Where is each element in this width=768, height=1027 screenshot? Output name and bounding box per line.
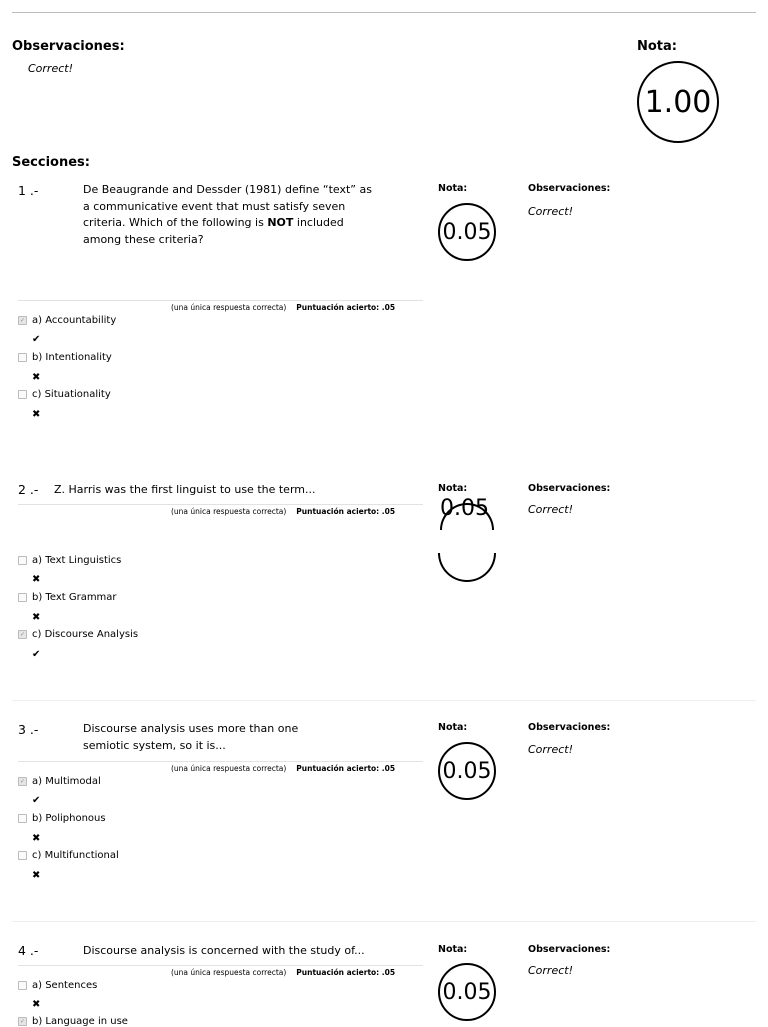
correct-check-icon: ✔ <box>32 334 41 345</box>
question-observaciones-label: Observaciones: <box>528 483 611 494</box>
answer-option[interactable]: a) Text Linguistics <box>18 555 121 566</box>
score-circle-bottom-arc <box>438 553 496 582</box>
answer-checkbox[interactable]: ✓ <box>19 778 26 785</box>
question-observaciones-text: Correct! <box>528 503 573 516</box>
question-number: 3 .- <box>18 722 39 737</box>
answer-meta: (una única respuesta correcta) Puntuación acierto: .05 <box>171 968 396 977</box>
answer-option[interactable]: c) Situationality <box>18 389 111 400</box>
wrong-cross-icon: ✖ <box>32 870 41 881</box>
question-score-value: 0.05 <box>442 219 492 245</box>
answer-checkbox[interactable] <box>18 593 27 602</box>
question-score-circle <box>438 963 496 1021</box>
answer-option[interactable]: ✓ a) Accountability <box>19 315 117 326</box>
answer-checkbox[interactable]: ✓ <box>19 1018 26 1025</box>
answer-checkbox[interactable] <box>18 353 27 362</box>
nota-heading: Nota: <box>637 39 677 54</box>
secciones-heading: Secciones: <box>12 155 90 170</box>
answer-checkbox[interactable]: ✓ <box>19 631 26 638</box>
question-nota-label: Nota: <box>438 483 468 494</box>
answer-checkbox[interactable] <box>18 556 27 565</box>
total-score-circle <box>637 61 719 143</box>
question-text: Discourse analysis is concerned with the study of... <box>83 944 365 957</box>
wrong-cross-icon: ✖ <box>32 833 41 844</box>
answer-meta: (una única respuesta correcta) Puntuación acierto: .05 <box>171 303 396 312</box>
question-divider <box>18 504 423 505</box>
wrong-cross-icon: ✖ <box>32 372 41 383</box>
wrong-cross-icon: ✖ <box>32 409 41 420</box>
observaciones-heading: Observaciones: <box>12 39 125 54</box>
answer-checkbox[interactable]: ✓ <box>19 317 26 324</box>
correct-check-icon: ✔ <box>32 795 41 806</box>
answer-option[interactable]: ✓ a) Multimodal <box>19 776 101 787</box>
question-divider <box>18 761 423 762</box>
section-divider <box>12 921 756 922</box>
question-observaciones-text: Correct! <box>528 743 573 756</box>
question-text: Discourse analysis uses more than one semiotic system, so it is... <box>83 722 299 752</box>
answer-option[interactable]: ✓ c) Discourse Analysis <box>19 629 139 640</box>
question-divider <box>18 300 423 301</box>
question-nota-label: Nota: <box>438 944 468 955</box>
question-nota-label: Nota: <box>438 183 468 194</box>
correct-check-icon: ✔ <box>32 649 41 660</box>
answer-checkbox[interactable] <box>18 981 27 990</box>
question-observaciones-text: Correct! <box>528 964 573 977</box>
answer-option[interactable]: b) Intentionality <box>18 352 112 363</box>
question-observaciones-text: Correct! <box>528 205 573 218</box>
total-score-value: 1.00 <box>644 84 712 120</box>
answer-option[interactable]: c) Multifunctional <box>18 850 119 861</box>
question-score-value: 0.05 <box>440 496 489 521</box>
question-text: Z. Harris was the first linguist to use the term... <box>54 483 316 496</box>
question-divider <box>18 965 423 966</box>
question-number: 4 .- <box>18 943 39 958</box>
wrong-cross-icon: ✖ <box>32 612 41 623</box>
question-number: 2 .- <box>18 482 39 497</box>
question-score-circle <box>438 203 496 261</box>
answer-checkbox[interactable] <box>18 390 27 399</box>
question-score-value: 0.05 <box>442 758 492 784</box>
answer-checkbox[interactable] <box>18 814 27 823</box>
question-observaciones-label: Observaciones: <box>528 183 611 194</box>
question-score-circle <box>438 742 496 800</box>
observaciones-text: Correct! <box>28 62 73 75</box>
wrong-cross-icon: ✖ <box>32 999 41 1010</box>
answer-option[interactable]: a) Sentences <box>18 980 97 991</box>
wrong-cross-icon: ✖ <box>32 574 41 585</box>
question-observaciones-label: Observaciones: <box>528 944 611 955</box>
answer-checkbox[interactable] <box>18 851 27 860</box>
question-score-value: 0.05 <box>442 979 492 1005</box>
answer-meta: (una única respuesta correcta) Puntuación acierto: .05 <box>171 507 396 516</box>
question-number: 1 .- <box>18 183 39 198</box>
answer-option[interactable]: b) Poliphonous <box>18 813 106 824</box>
answer-option[interactable]: ✓ b) Language in use <box>19 1016 128 1027</box>
top-divider <box>12 12 756 13</box>
answer-meta: (una única respuesta correcta) Puntuación acierto: .05 <box>171 764 396 773</box>
answer-option[interactable]: b) Text Grammar <box>18 592 117 603</box>
question-observaciones-label: Observaciones: <box>528 722 611 733</box>
question-text: De Beaugrande and Dessder (1981) define “text” as a communicative event that must satisfy seven criteria. Which of the following is NOT included among these criteria? <box>83 183 372 246</box>
section-divider <box>12 700 756 701</box>
question-nota-label: Nota: <box>438 722 468 733</box>
